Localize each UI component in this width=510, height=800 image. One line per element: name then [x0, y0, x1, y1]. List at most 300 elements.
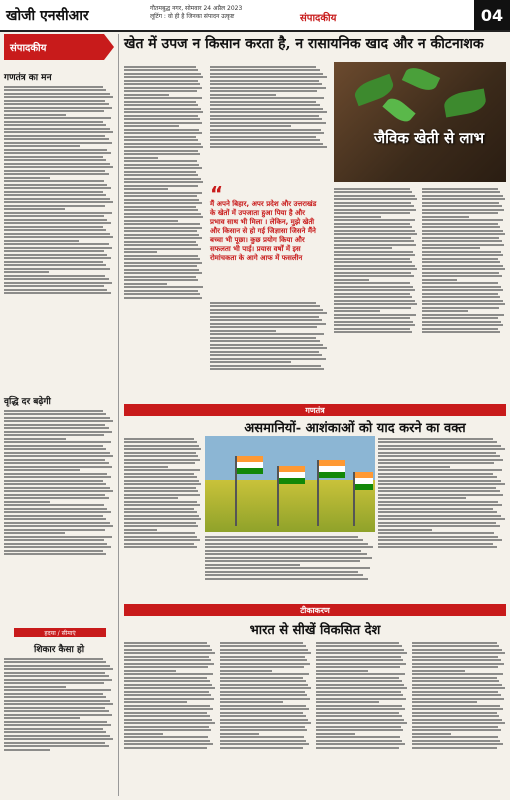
text-line	[4, 282, 112, 284]
text-line	[412, 747, 497, 749]
mid-body-col-1	[124, 436, 202, 600]
text-line	[316, 722, 407, 724]
text-line	[334, 226, 412, 228]
text-line	[316, 677, 399, 679]
text-line	[334, 216, 381, 218]
text-line	[422, 268, 505, 270]
text-line	[4, 427, 109, 429]
text-line	[334, 303, 417, 305]
text-line	[422, 226, 500, 228]
text-line	[316, 740, 402, 742]
text-line	[422, 251, 501, 253]
text-line	[220, 747, 303, 749]
text-line	[334, 230, 415, 232]
text-line	[210, 69, 320, 71]
text-line	[220, 680, 306, 682]
text-line	[220, 673, 309, 675]
text-line	[422, 275, 502, 277]
text-line	[4, 658, 103, 660]
issue-date: गौतमबुद्ध नगर, सोमवार 24 अप्रैल 2023	[150, 5, 243, 12]
text-line	[124, 497, 178, 499]
text-line	[124, 469, 200, 471]
text-line	[422, 300, 503, 302]
text-line	[124, 230, 197, 232]
text-line	[4, 714, 112, 716]
text-line	[210, 365, 321, 367]
text-line	[412, 673, 503, 675]
text-line	[378, 543, 493, 545]
bottom-body-col-4	[412, 640, 506, 796]
text-line	[210, 66, 316, 68]
text-line	[4, 257, 111, 259]
text-line	[378, 518, 505, 520]
text-line	[412, 666, 498, 668]
text-line	[316, 743, 405, 745]
text-line	[210, 111, 327, 113]
text-line	[4, 494, 105, 496]
text-line	[4, 100, 105, 102]
text-line	[220, 642, 303, 644]
text-line	[4, 107, 112, 109]
text-line	[422, 307, 499, 309]
text-line	[124, 90, 197, 92]
text-line	[412, 722, 505, 724]
text-line	[4, 536, 112, 538]
text-line	[124, 132, 202, 134]
text-line	[205, 539, 363, 541]
text-line	[4, 261, 103, 263]
text-line	[124, 743, 213, 745]
text-line	[124, 487, 196, 489]
text-line	[4, 86, 103, 88]
text-line	[4, 121, 103, 123]
text-line	[124, 525, 198, 527]
text-line	[124, 73, 201, 75]
text-line	[334, 251, 413, 253]
text-line	[412, 645, 499, 647]
text-line	[422, 198, 505, 200]
text-line	[4, 707, 105, 709]
text-line	[124, 455, 198, 457]
text-line	[124, 511, 197, 513]
text-line	[220, 719, 308, 721]
mid-body-under-photo	[205, 534, 375, 600]
text-line	[422, 230, 503, 232]
text-line	[334, 307, 411, 309]
text-line	[4, 480, 103, 482]
text-line	[220, 701, 283, 703]
text-line	[378, 469, 502, 471]
text-line	[124, 279, 198, 281]
text-line	[124, 445, 199, 447]
text-line	[378, 441, 497, 443]
text-line	[422, 254, 503, 256]
masthead	[0, 0, 510, 32]
text-line	[220, 687, 311, 689]
text-line	[4, 738, 113, 740]
text-line	[316, 652, 407, 654]
text-line	[124, 216, 203, 218]
text-line	[4, 522, 110, 524]
text-line	[334, 293, 410, 295]
text-line	[220, 708, 309, 710]
text-line	[378, 480, 501, 482]
text-line	[316, 715, 402, 717]
editorial-body-2	[4, 408, 114, 618]
text-line	[4, 728, 103, 730]
text-line	[124, 164, 199, 166]
text-line	[124, 192, 202, 194]
text-line	[4, 731, 106, 733]
text-line	[124, 448, 201, 450]
bottom-body-col-2	[220, 640, 312, 796]
text-line	[220, 645, 306, 647]
text-line	[124, 642, 207, 644]
text-line	[124, 97, 202, 99]
text-line	[4, 159, 106, 161]
text-line	[124, 663, 214, 665]
text-line	[124, 265, 197, 267]
quote-mark-icon: “	[210, 182, 224, 206]
text-line	[4, 292, 111, 294]
bottom-headline: भारत से सीखें विकसित देश	[249, 623, 381, 638]
text-line	[220, 736, 304, 738]
text-line	[124, 241, 196, 243]
section-band-gantantra: गणतंत्र	[124, 404, 506, 416]
text-line	[124, 237, 202, 239]
text-line	[316, 694, 403, 696]
text-line	[316, 666, 400, 668]
text-line	[210, 361, 291, 363]
text-line	[4, 275, 105, 277]
text-line	[124, 666, 208, 668]
text-line	[124, 290, 198, 292]
text-line	[412, 649, 502, 651]
text-line	[124, 223, 200, 225]
text-line	[378, 508, 493, 510]
text-line	[4, 497, 109, 499]
text-line	[378, 494, 503, 496]
text-line	[316, 719, 404, 721]
text-line	[378, 462, 494, 464]
text-line	[422, 209, 504, 211]
text-line	[378, 448, 505, 450]
text-line	[4, 529, 105, 531]
text-line	[210, 115, 319, 117]
text-line	[124, 694, 211, 696]
text-line	[124, 462, 195, 464]
text-line	[316, 663, 406, 665]
text-line	[4, 138, 109, 140]
text-line	[4, 187, 111, 189]
text-line	[124, 687, 215, 689]
text-line	[220, 729, 307, 731]
text-line	[4, 455, 113, 457]
text-line	[124, 532, 195, 534]
text-line	[124, 286, 203, 288]
text-line	[205, 571, 358, 573]
text-line	[422, 195, 503, 197]
lead-headline: खेत में उपज न किसान करता है, न रासायनिक खाद और न कीटनाशक	[124, 36, 484, 52]
text-line	[210, 97, 324, 99]
text-line	[412, 736, 498, 738]
text-line	[378, 476, 497, 478]
text-line	[378, 473, 493, 475]
text-line	[316, 736, 400, 738]
text-line	[316, 649, 404, 651]
text-line	[334, 247, 392, 249]
text-line	[124, 167, 202, 169]
editorial-ribbon: संपादकीय	[4, 34, 104, 60]
text-line	[316, 645, 402, 647]
text-line	[124, 195, 197, 197]
text-line	[124, 199, 199, 201]
text-line	[334, 233, 417, 235]
text-line	[4, 665, 110, 667]
text-line	[334, 191, 412, 193]
organic-farming-photo	[334, 62, 506, 182]
text-line	[124, 473, 194, 475]
text-line	[316, 726, 401, 728]
text-line	[124, 677, 207, 679]
text-line	[422, 331, 500, 333]
text-line	[422, 328, 498, 330]
text-line	[4, 682, 104, 684]
text-line	[412, 719, 502, 721]
text-line	[124, 206, 196, 208]
text-line	[4, 483, 106, 485]
text-line	[210, 368, 324, 370]
text-line	[210, 108, 323, 110]
text-line	[210, 139, 320, 141]
text-line	[4, 717, 80, 719]
text-line	[334, 205, 414, 207]
text-line	[124, 272, 202, 274]
text-line	[220, 670, 272, 672]
text-line	[124, 234, 199, 236]
text-line	[4, 166, 113, 168]
text-line	[4, 142, 112, 144]
text-line	[4, 518, 106, 520]
text-line	[422, 237, 499, 239]
text-line	[4, 268, 110, 270]
text-line	[4, 539, 104, 541]
text-line	[334, 219, 415, 221]
text-line	[316, 747, 399, 749]
text-line	[124, 118, 200, 120]
text-line	[4, 466, 112, 468]
text-line	[378, 445, 501, 447]
text-line	[220, 649, 308, 651]
text-line	[378, 438, 493, 440]
lead-body-col-4	[422, 186, 506, 400]
text-line	[316, 712, 399, 714]
text-line	[378, 487, 496, 489]
lead-body-col-3	[334, 186, 418, 400]
text-line	[422, 205, 502, 207]
text-line	[4, 229, 106, 231]
text-line	[334, 254, 415, 256]
text-line	[124, 66, 196, 68]
text-line	[316, 691, 401, 693]
text-line	[124, 297, 202, 299]
text-line	[316, 642, 399, 644]
text-line	[124, 283, 167, 285]
text-line	[205, 574, 363, 576]
text-line	[316, 673, 405, 675]
text-line	[124, 529, 157, 531]
text-line	[124, 87, 202, 89]
text-line	[4, 703, 113, 705]
text-line	[4, 219, 107, 221]
text-line	[124, 518, 201, 520]
text-line	[4, 553, 106, 555]
text-line	[124, 504, 200, 506]
text-line	[4, 410, 103, 412]
text-line	[124, 684, 212, 686]
text-line	[316, 708, 405, 710]
text-line	[422, 258, 498, 260]
text-line	[220, 722, 311, 724]
text-line	[412, 663, 504, 665]
text-line	[422, 219, 503, 221]
text-line	[334, 279, 369, 281]
text-line	[334, 321, 413, 323]
text-line	[210, 319, 322, 321]
text-line	[210, 323, 326, 325]
text-line	[4, 152, 111, 154]
text-line	[334, 286, 413, 288]
text-line	[124, 480, 199, 482]
text-line	[316, 680, 402, 682]
text-line	[124, 729, 211, 731]
editorial-subhead-2: वृद्धि दर बढ़ेगी	[4, 397, 51, 407]
text-line	[334, 282, 410, 284]
text-line	[124, 522, 196, 524]
text-line	[4, 240, 79, 242]
text-line	[412, 743, 503, 745]
text-line	[124, 269, 199, 271]
text-line	[334, 212, 410, 214]
text-line	[124, 69, 198, 71]
text-line	[334, 198, 417, 200]
text-line	[4, 675, 109, 677]
text-line	[124, 160, 197, 162]
text-line	[316, 705, 402, 707]
text-line	[124, 452, 196, 454]
text-line	[220, 733, 259, 735]
text-line	[378, 455, 500, 457]
text-line	[422, 244, 504, 246]
text-line	[4, 745, 109, 747]
text-line	[4, 93, 110, 95]
text-line	[4, 452, 110, 454]
text-line	[124, 715, 210, 717]
text-line	[4, 543, 107, 545]
text-line	[210, 347, 327, 349]
text-line	[378, 546, 497, 548]
text-line	[422, 265, 503, 267]
text-line	[124, 719, 212, 721]
text-line	[4, 546, 111, 548]
text-line	[4, 504, 104, 506]
text-line	[205, 550, 361, 552]
text-line	[4, 201, 113, 203]
text-line	[422, 324, 503, 326]
text-line	[316, 670, 368, 672]
text-line	[422, 223, 498, 225]
text-line	[412, 652, 505, 654]
text-line	[334, 310, 380, 312]
text-line	[124, 122, 202, 124]
text-line	[378, 536, 498, 538]
text-line	[4, 215, 104, 217]
issue-info	[150, 5, 242, 21]
text-line	[412, 729, 501, 731]
text-line	[334, 195, 415, 197]
text-line	[124, 659, 211, 661]
text-line	[422, 188, 498, 190]
text-line	[4, 156, 103, 158]
text-line	[334, 289, 415, 291]
text-line	[220, 705, 306, 707]
text-line	[4, 226, 103, 228]
text-line	[412, 701, 477, 703]
text-line	[124, 83, 200, 85]
text-line	[4, 511, 111, 513]
text-line	[4, 490, 113, 492]
text-line	[422, 279, 457, 281]
text-line	[4, 135, 105, 137]
text-line	[412, 691, 498, 693]
text-line	[124, 293, 200, 295]
text-line	[4, 177, 50, 179]
text-line	[124, 181, 203, 183]
text-line	[378, 515, 501, 517]
text-line	[210, 129, 321, 131]
mid-headline: असमानियों- आशंकाओं को याद करने का वक्त	[244, 421, 466, 436]
text-line	[210, 118, 322, 120]
text-line	[334, 237, 411, 239]
text-line	[4, 413, 106, 415]
left-column	[4, 34, 119, 796]
text-line	[412, 694, 501, 696]
text-line	[4, 550, 103, 552]
text-line	[422, 289, 503, 291]
text-line	[4, 710, 109, 712]
text-line	[422, 310, 468, 312]
text-line	[124, 248, 201, 250]
editorial-subhead-1: गणतंत्र का मन	[4, 73, 52, 83]
text-line	[4, 696, 106, 698]
text-line	[316, 656, 401, 658]
text-line	[4, 233, 110, 235]
text-line	[4, 525, 113, 527]
lead-body-col-2	[210, 64, 328, 184]
text-line	[316, 701, 379, 703]
text-line	[334, 275, 414, 277]
text-line	[210, 337, 316, 339]
text-line	[4, 198, 110, 200]
text-line	[4, 247, 112, 249]
text-line	[378, 522, 496, 524]
text-line	[4, 208, 65, 210]
editorial-body-3	[4, 656, 114, 792]
text-line	[4, 289, 107, 291]
text-line	[220, 715, 306, 717]
text-line	[4, 469, 80, 471]
text-line	[124, 258, 200, 260]
